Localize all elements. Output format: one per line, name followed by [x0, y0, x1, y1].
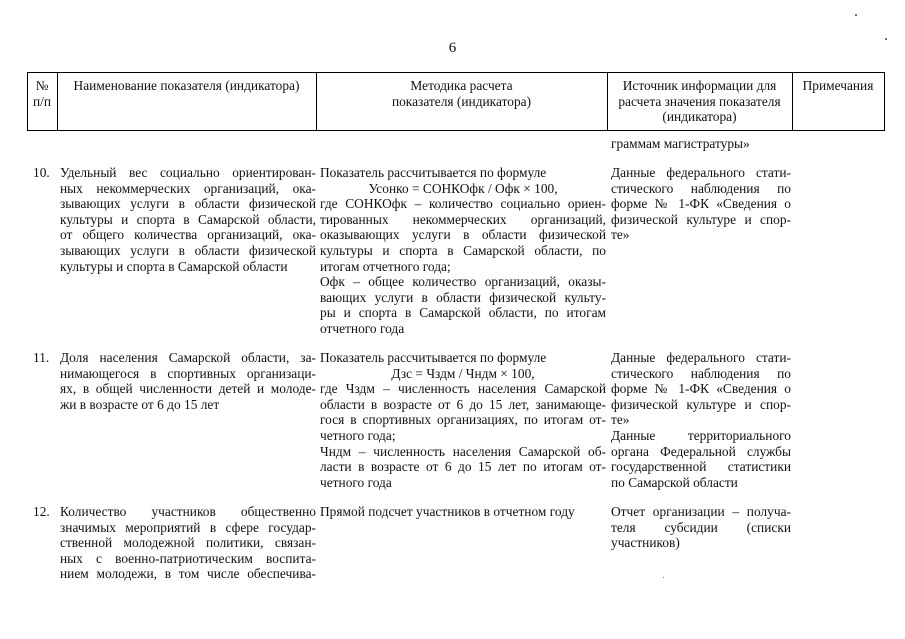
text-line: гося в спортивных организациях, по итогам от-: [320, 412, 606, 428]
text-line: зывающих услуги в области физической: [60, 196, 316, 212]
text-line: форме № 1-ФК «Сведения о: [611, 196, 791, 212]
text-line: Данные федерального стати-: [611, 350, 791, 365]
row-number: 10.: [33, 165, 50, 180]
header-num: [27, 78, 57, 109]
text-line: культуры и спорта в Самарской области: [60, 258, 288, 274]
text-line: физической культуре и спор-: [611, 211, 791, 227]
column-divider: [884, 72, 885, 131]
text-line: ях, в общей численности детей и молоде-: [60, 381, 316, 397]
text-line: Отчет организации – получа-: [611, 504, 791, 519]
text-line: ры и спорта в Самарской области, по итогам: [320, 305, 606, 321]
text-line: четного года;: [320, 427, 396, 443]
text-line: государственной статистики: [611, 459, 791, 475]
text-line: Прямой подсчет участников в отчетном году: [320, 504, 575, 519]
text-line: нимающегося в спортивных организаци-: [60, 365, 316, 381]
text-line: итогам отчетного года;: [320, 258, 451, 274]
carryover-source: [611, 136, 791, 152]
scan-speck: [855, 14, 857, 16]
row-number: 12.: [33, 504, 50, 519]
scan-speck: [663, 577, 664, 578]
text-line: Чндм – численность населения Самарской об-: [320, 443, 606, 459]
text-line: вающих услуги в области физической культу-: [320, 289, 606, 305]
text-line: ных с военно-патриотическим воспита-: [60, 550, 316, 566]
header-source-line: Источник информации для: [622, 78, 777, 93]
text-line: Удельный вес социально ориентирован-: [60, 165, 316, 180]
row-source: [611, 350, 791, 490]
formula: Усонко = СОНКОфк / Офк × 100,: [368, 180, 558, 196]
text-line: ственной молодежной политики, связан-: [60, 535, 316, 551]
text-line: Данные территориального: [611, 427, 791, 443]
text-line: культуры и спорта в Самарской области,: [60, 211, 316, 227]
text-line: отчетного года: [320, 320, 405, 336]
scan-speck: [885, 38, 887, 40]
text-line: форме № 1-ФК «Сведения о: [611, 381, 791, 397]
text-line: по Самарской области: [611, 474, 738, 490]
text-line: те»: [611, 227, 630, 243]
text-line: граммам магистратуры»: [611, 136, 750, 151]
header-num-line: №: [35, 78, 49, 93]
text-line: стического наблюдения по: [611, 365, 791, 381]
header-source: [607, 78, 792, 125]
text-line: Показатель рассчитывается по формуле: [320, 165, 547, 180]
header-name: Наименование показателя (индикатора): [73, 78, 300, 93]
row-method: [320, 504, 606, 520]
row-name: [60, 165, 316, 274]
text-line: нием молодежи, в том числе обеспечива-: [60, 566, 316, 582]
row-name: [60, 350, 316, 412]
text-line: физической культуре и спор-: [611, 396, 791, 412]
text-line: четного года: [320, 474, 392, 490]
header-source-line: (индикатора): [662, 109, 737, 124]
row-source: [611, 165, 791, 243]
table-top-border: [27, 72, 885, 73]
header-method-line: Методика расчета: [410, 78, 513, 93]
header-method: [316, 78, 607, 109]
text-line: участников): [611, 535, 680, 551]
page-number: 6: [448, 40, 457, 56]
row-name: [60, 504, 316, 582]
text-line: теля субсидии (списки: [611, 519, 791, 535]
table-header-bottom-border: [27, 130, 885, 131]
text-line: стического наблюдения по: [611, 180, 791, 196]
text-line: жи в возрасте от 6 до 15 лет: [60, 396, 220, 412]
text-line: тированных некоммерческих организаций,: [320, 211, 606, 227]
text-line: зывающих услуги в области физической: [60, 242, 316, 258]
header-notes: Примечания: [802, 78, 874, 93]
header-num-line: п/п: [32, 93, 52, 109]
formula: Дзс = Чздм / Чндм × 100,: [391, 365, 535, 381]
text-line: от общего количества организаций, ока-: [60, 227, 316, 243]
text-line: области в возрасте от 6 до 15 лет, занимающе-: [320, 396, 606, 412]
text-line: где Чздм – численность населения Самарской: [320, 381, 606, 397]
row-source: [611, 504, 791, 551]
text-line: Данные федерального стати-: [611, 165, 791, 180]
text-line: органа Федеральной службы: [611, 443, 791, 459]
text-line: Показатель рассчитывается по формуле: [320, 350, 547, 365]
text-line: ласти в возрасте от 6 до 15 лет по итогам от-: [320, 459, 606, 475]
row-method: [320, 165, 606, 337]
text-line: значимых мероприятий в сфере государ-: [60, 519, 316, 535]
header-source-line: расчета значения показателя: [618, 93, 781, 109]
row-method: [320, 350, 606, 490]
text-line: где СОНКОфк – количество социально ориен-: [320, 196, 606, 212]
text-line: Количество участников общественно: [60, 504, 316, 519]
text-line: Доля населения Самарской области, за-: [60, 350, 316, 365]
text-line: те»: [611, 412, 630, 428]
row-number: 11.: [33, 350, 50, 365]
text-line: ных некоммерческих организаций, ока-: [60, 180, 316, 196]
text-line: оказывающих услуги в области физической: [320, 227, 606, 243]
text-line: культуры и спорта в Самарской области, по: [320, 242, 606, 258]
text-line: Офк – общее количество организаций, оказы-: [320, 274, 606, 290]
header-method-line: показателя (индикатора): [391, 93, 532, 109]
